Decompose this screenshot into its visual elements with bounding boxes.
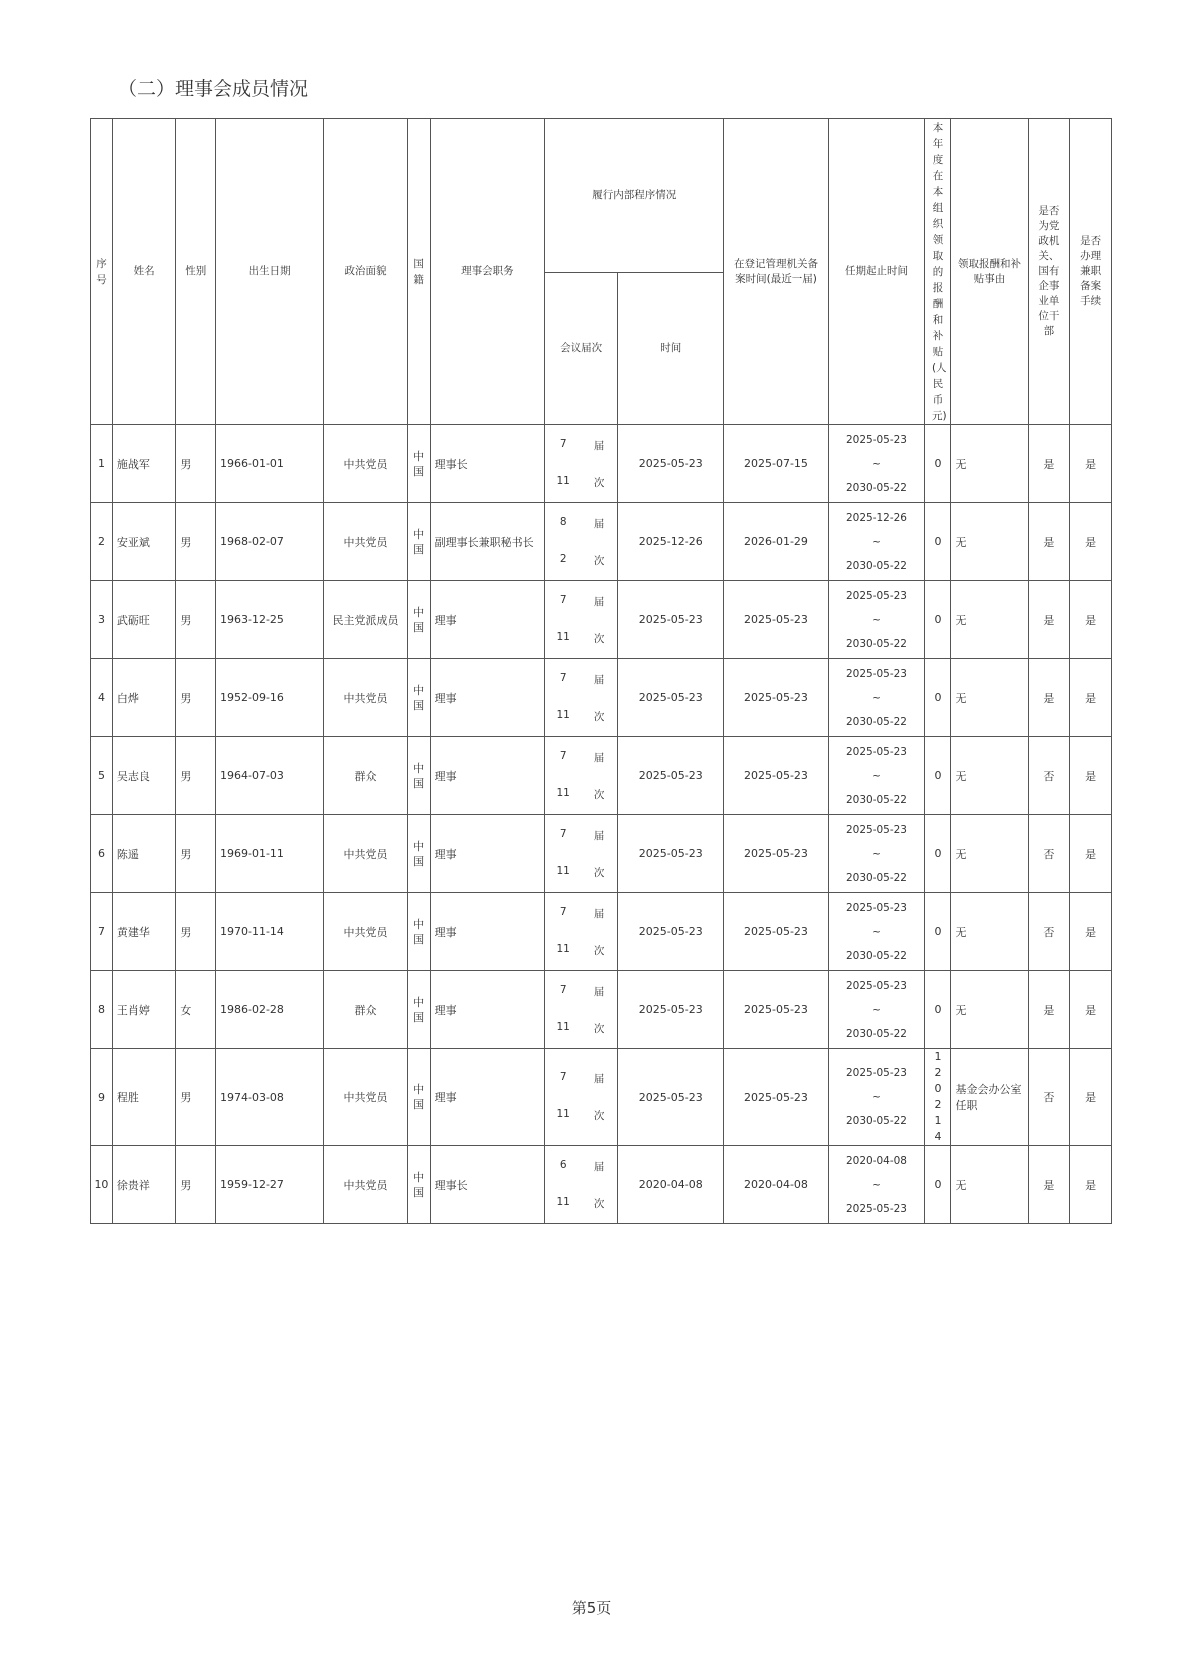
cell-nationality [407, 581, 430, 659]
cell-filing: 2026-01-29 [724, 503, 828, 581]
cell-nationality [407, 503, 430, 581]
cell-birth: 1963-12-25 [216, 581, 324, 659]
cell-seq: 3 [91, 581, 113, 659]
cell-party-cadre: 否 [1028, 815, 1070, 893]
table-row [91, 1049, 1112, 1146]
cell-term [828, 971, 925, 1049]
term-unit: 届 [593, 1073, 605, 1085]
table-row [91, 503, 1112, 581]
meeting-number: 11 [556, 1020, 570, 1033]
meeting-unit: 次 [593, 476, 605, 489]
cell-part-time: 是 [1070, 581, 1112, 659]
header-political: 政治面貌 [324, 119, 407, 425]
nationality-text: 中国 [413, 605, 425, 634]
term-unit: 届 [593, 673, 605, 686]
term-separator: ~ [872, 457, 881, 470]
cell-birth: 1970-11-14 [216, 893, 324, 971]
cell-salary: 0 [925, 737, 951, 815]
cell-time: 2025-05-23 [618, 893, 724, 971]
term-end: 2030-05-22 [845, 871, 907, 884]
cell-seq: 5 [91, 737, 113, 815]
cell-position: 理事 [430, 659, 545, 737]
term-end: 2030-05-22 [845, 793, 907, 806]
cell-time: 2025-05-23 [618, 1049, 724, 1146]
meeting-unit: 次 [593, 866, 605, 879]
cell-seq: 9 [91, 1049, 113, 1146]
table-row [91, 425, 1112, 503]
cell-filing: 2025-05-23 [724, 659, 828, 737]
cell-time: 2025-12-26 [618, 503, 724, 581]
cell-time: 2025-05-23 [618, 659, 724, 737]
cell-meeting [545, 503, 618, 581]
term-number: 7 [559, 437, 567, 450]
cell-salary: 0 [925, 659, 951, 737]
cell-political: 中共党员 [324, 425, 407, 503]
cell-gender: 男 [176, 893, 216, 971]
cell-party-cadre: 是 [1028, 503, 1070, 581]
cell-political: 中共党员 [324, 1049, 407, 1146]
table-row [91, 815, 1112, 893]
nationality-text: 中国 [413, 917, 425, 946]
meeting-number: 11 [556, 474, 570, 487]
cell-meeting [545, 1146, 618, 1224]
cell-position: 副理事长兼职秘书长 [430, 503, 545, 581]
term-unit: 届 [593, 829, 605, 842]
term-unit: 届 [593, 907, 605, 920]
header-term: 任期起止时间 [828, 119, 925, 425]
cell-term [828, 1049, 925, 1146]
cell-name: 安亚斌 [112, 503, 176, 581]
cell-salary: 120214 [925, 1049, 951, 1146]
cell-reason: 无 [951, 659, 1028, 737]
cell-name: 徐贵祥 [112, 1146, 176, 1224]
header-position: 理事会职务 [430, 119, 545, 425]
cell-reason: 无 [951, 815, 1028, 893]
cell-part-time: 是 [1070, 893, 1112, 971]
cell-birth: 1986-02-28 [216, 971, 324, 1049]
term-unit: 届 [593, 439, 605, 452]
cell-political: 中共党员 [324, 815, 407, 893]
cell-nationality [407, 737, 430, 815]
cell-reason: 无 [951, 971, 1028, 1049]
section-title: （二）理事会成员情况 [118, 78, 309, 100]
cell-birth: 1974-03-08 [216, 1049, 324, 1146]
cell-part-time: 是 [1070, 425, 1112, 503]
term-number: 7 [559, 749, 567, 762]
cell-party-cadre: 否 [1028, 1049, 1070, 1146]
term-start: 2025-05-23 [845, 901, 907, 914]
term-start: 2025-05-23 [845, 823, 907, 836]
cell-gender: 男 [176, 503, 216, 581]
cell-part-time: 是 [1070, 971, 1112, 1049]
cell-seq: 10 [91, 1146, 113, 1224]
cell-nationality [407, 659, 430, 737]
council-members-table [90, 118, 1112, 1224]
term-number: 7 [559, 905, 567, 918]
term-separator: ~ [872, 1003, 881, 1016]
cell-name: 吴志良 [112, 737, 176, 815]
header-seq: 序号 [91, 119, 113, 425]
header-gender: 性别 [176, 119, 216, 425]
cell-gender: 男 [176, 425, 216, 503]
cell-salary: 0 [925, 815, 951, 893]
term-end: 2030-05-22 [845, 1115, 907, 1127]
header-nationality: 国籍 [407, 119, 430, 425]
cell-party-cadre: 是 [1028, 425, 1070, 503]
cell-political: 中共党员 [324, 893, 407, 971]
cell-seq: 2 [91, 503, 113, 581]
cell-part-time: 是 [1070, 815, 1112, 893]
cell-filing: 2025-05-23 [724, 1049, 828, 1146]
cell-time: 2025-05-23 [618, 737, 724, 815]
cell-meeting [545, 581, 618, 659]
cell-birth: 1964-07-03 [216, 737, 324, 815]
term-end: 2030-05-22 [845, 715, 907, 728]
term-separator: ~ [872, 925, 881, 938]
cell-term [828, 503, 925, 581]
term-start: 2025-05-23 [845, 433, 907, 446]
meeting-unit: 次 [593, 1197, 605, 1210]
term-number: 7 [559, 593, 567, 606]
header-birth: 出生日期 [216, 119, 324, 425]
cell-meeting [545, 971, 618, 1049]
meeting-unit: 次 [593, 1110, 605, 1122]
cell-gender: 男 [176, 581, 216, 659]
cell-meeting [545, 659, 618, 737]
nationality-text: 中国 [413, 1170, 425, 1199]
cell-name: 王肖婷 [112, 971, 176, 1049]
cell-term [828, 659, 925, 737]
cell-name: 白烨 [112, 659, 176, 737]
page-number: 第5页 [571, 1599, 612, 1617]
term-start: 2025-05-23 [845, 667, 907, 680]
cell-position: 理事 [430, 971, 545, 1049]
term-unit: 届 [593, 595, 605, 608]
meeting-unit: 次 [593, 788, 605, 801]
meeting-unit: 次 [593, 554, 605, 567]
cell-position: 理事 [430, 1049, 545, 1146]
cell-gender: 男 [176, 815, 216, 893]
cell-seq: 7 [91, 893, 113, 971]
cell-filing: 2020-04-08 [724, 1146, 828, 1224]
cell-part-time: 是 [1070, 659, 1112, 737]
cell-filing: 2025-05-23 [724, 971, 828, 1049]
term-number: 6 [559, 1158, 567, 1171]
cell-salary: 0 [925, 1146, 951, 1224]
cell-reason: 无 [951, 737, 1028, 815]
meeting-number: 2 [559, 552, 567, 565]
cell-gender: 男 [176, 659, 216, 737]
cell-time: 2025-05-23 [618, 425, 724, 503]
cell-seq: 1 [91, 425, 113, 503]
cell-gender: 女 [176, 971, 216, 1049]
term-number: 7 [559, 1071, 567, 1083]
meeting-number: 11 [556, 1195, 570, 1208]
term-end: 2030-05-22 [845, 637, 907, 650]
cell-position: 理事 [430, 893, 545, 971]
header-part-time: 是否办理兼职备案手续 [1070, 119, 1112, 425]
cell-birth: 1952-09-16 [216, 659, 324, 737]
cell-time: 2025-05-23 [618, 971, 724, 1049]
cell-name: 黄建华 [112, 893, 176, 971]
table-row [91, 1146, 1112, 1224]
table-row [91, 893, 1112, 971]
cell-position: 理事 [430, 581, 545, 659]
cell-part-time: 是 [1070, 503, 1112, 581]
term-start: 2025-12-26 [845, 511, 907, 524]
meeting-unit: 次 [593, 632, 605, 645]
term-start: 2020-04-08 [845, 1154, 907, 1167]
nationality-text: 中国 [413, 449, 425, 478]
term-unit: 届 [593, 517, 605, 530]
table-row [91, 581, 1112, 659]
term-number: 7 [559, 827, 567, 840]
cell-filing: 2025-05-23 [724, 581, 828, 659]
cell-reason: 无 [951, 503, 1028, 581]
meeting-number: 11 [556, 708, 570, 721]
cell-part-time: 是 [1070, 737, 1112, 815]
cell-meeting [545, 425, 618, 503]
cell-nationality [407, 1049, 430, 1146]
cell-salary: 0 [925, 425, 951, 503]
term-end: 2030-05-22 [845, 949, 907, 962]
nationality-text: 中国 [413, 761, 425, 790]
term-number: 7 [559, 983, 567, 996]
cell-filing: 2025-05-23 [724, 737, 828, 815]
cell-gender: 男 [176, 1146, 216, 1224]
nationality-text: 中国 [413, 683, 425, 712]
cell-term [828, 425, 925, 503]
cell-name: 施战军 [112, 425, 176, 503]
nationality-text: 中国 [413, 1083, 425, 1111]
cell-name: 陈遥 [112, 815, 176, 893]
cell-meeting [545, 737, 618, 815]
cell-birth: 1966-01-01 [216, 425, 324, 503]
cell-meeting [545, 1049, 618, 1146]
cell-reason: 无 [951, 1146, 1028, 1224]
term-end: 2030-05-22 [845, 1027, 907, 1040]
term-start: 2025-05-23 [845, 745, 907, 758]
cell-party-cadre: 是 [1028, 581, 1070, 659]
cell-gender: 男 [176, 1049, 216, 1146]
cell-name: 武砺旺 [112, 581, 176, 659]
term-end: 2030-05-22 [845, 559, 907, 572]
term-number: 7 [559, 671, 567, 684]
cell-term [828, 1146, 925, 1224]
cell-political: 群众 [324, 971, 407, 1049]
cell-reason: 无 [951, 581, 1028, 659]
cell-salary: 0 [925, 503, 951, 581]
cell-political: 中共党员 [324, 1146, 407, 1224]
header-party-cadre: 是否为党政机关、国有企事业单位干部 [1028, 119, 1070, 425]
cell-party-cadre: 是 [1028, 971, 1070, 1049]
cell-nationality [407, 815, 430, 893]
cell-salary: 0 [925, 971, 951, 1049]
term-separator: ~ [872, 613, 881, 626]
cell-political: 中共党员 [324, 503, 407, 581]
cell-seq: 6 [91, 815, 113, 893]
table-row [91, 659, 1112, 737]
meeting-number: 11 [556, 1108, 570, 1120]
term-start: 2025-05-23 [845, 1067, 907, 1079]
cell-reason: 无 [951, 425, 1028, 503]
cell-reason: 基金会办公室任职 [951, 1049, 1028, 1146]
meeting-number: 11 [556, 786, 570, 799]
cell-political: 中共党员 [324, 659, 407, 737]
cell-time: 2025-05-23 [618, 581, 724, 659]
cell-nationality [407, 893, 430, 971]
header-procedure: 履行内部程序情况 [545, 119, 724, 273]
cell-political: 民主党派成员 [324, 581, 407, 659]
cell-position: 理事长 [430, 425, 545, 503]
cell-birth: 1959-12-27 [216, 1146, 324, 1224]
cell-time: 2020-04-08 [618, 1146, 724, 1224]
nationality-text: 中国 [413, 995, 425, 1024]
meeting-unit: 次 [593, 944, 605, 957]
cell-birth: 1969-01-11 [216, 815, 324, 893]
cell-position: 理事长 [430, 1146, 545, 1224]
term-start: 2025-05-23 [845, 589, 907, 602]
cell-party-cadre: 是 [1028, 659, 1070, 737]
table-row [91, 971, 1112, 1049]
meeting-number: 11 [556, 864, 570, 877]
term-separator: ~ [872, 847, 881, 860]
cell-nationality [407, 971, 430, 1049]
term-separator: ~ [872, 535, 881, 548]
term-unit: 届 [593, 751, 605, 764]
cell-political: 群众 [324, 737, 407, 815]
cell-term [828, 581, 925, 659]
table-row [91, 737, 1112, 815]
cell-nationality [407, 1146, 430, 1224]
cell-party-cadre: 否 [1028, 737, 1070, 815]
term-separator: ~ [872, 1178, 881, 1191]
meeting-number: 11 [556, 630, 570, 643]
cell-salary: 0 [925, 893, 951, 971]
term-end: 2030-05-22 [845, 481, 907, 494]
cell-filing: 2025-05-23 [724, 893, 828, 971]
cell-seq: 4 [91, 659, 113, 737]
cell-meeting [545, 815, 618, 893]
term-unit: 届 [593, 985, 605, 998]
cell-birth: 1968-02-07 [216, 503, 324, 581]
cell-term [828, 815, 925, 893]
meeting-unit: 次 [593, 1022, 605, 1035]
header-reason: 领取报酬和补贴事由 [951, 119, 1028, 425]
cell-part-time: 是 [1070, 1049, 1112, 1146]
header-meeting: 会议届次 [545, 273, 618, 425]
cell-name: 程胜 [112, 1049, 176, 1146]
term-unit: 届 [593, 1160, 605, 1173]
term-separator: ~ [872, 769, 881, 782]
term-separator: ~ [872, 691, 881, 704]
cell-party-cadre: 是 [1028, 1146, 1070, 1224]
term-start: 2025-05-23 [845, 979, 907, 992]
cell-meeting [545, 893, 618, 971]
cell-part-time: 是 [1070, 1146, 1112, 1224]
cell-seq: 8 [91, 971, 113, 1049]
cell-nationality [407, 425, 430, 503]
header-time: 时间 [618, 273, 724, 425]
cell-salary: 0 [925, 581, 951, 659]
term-end: 2025-05-23 [845, 1202, 907, 1215]
nationality-text: 中国 [413, 839, 425, 868]
cell-party-cadre: 否 [1028, 893, 1070, 971]
cell-gender: 男 [176, 737, 216, 815]
term-separator: ~ [872, 1091, 881, 1103]
cell-time: 2025-05-23 [618, 815, 724, 893]
term-number: 8 [559, 515, 567, 528]
nationality-text: 中国 [413, 527, 425, 556]
meeting-unit: 次 [593, 710, 605, 723]
header-salary: 本年度在本组织领取的报酬和补贴(人民币元) [925, 119, 951, 425]
cell-position: 理事 [430, 737, 545, 815]
cell-filing: 2025-07-15 [724, 425, 828, 503]
meeting-number: 11 [556, 942, 570, 955]
header-filing: 在登记管理机关备案时间(最近一届) [724, 119, 828, 425]
cell-term [828, 893, 925, 971]
cell-filing: 2025-05-23 [724, 815, 828, 893]
header-name: 姓名 [112, 119, 176, 425]
cell-term [828, 737, 925, 815]
cell-reason: 无 [951, 893, 1028, 971]
cell-position: 理事 [430, 815, 545, 893]
